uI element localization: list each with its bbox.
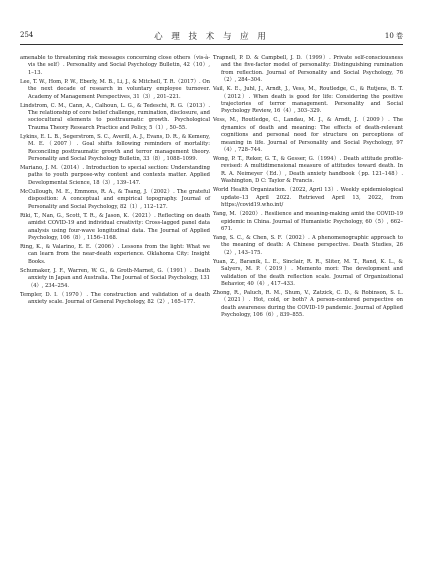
reference-entry: Wong, P. T., Reker, G. T., & Gesser, G.（1994）. Death attitude profile-revised: A multidimensional measure of attitudes toward death. In R. A. Neimeyer（Ed.）, Death anxiety handbook（pp. 121–148）. Washington, D C: Taylor & Francis.	[213, 156, 403, 185]
references-right-column	[213, 55, 403, 321]
reference-entry: Lykins, E. L. B., Segerstrom, S. C., Averill, A. J., Evans, D. R., & Kemeny, M. E.（2007）. Goal shifts following reminders of mortality: Reconciling posttraumatic growth and terror management theory. Personality and Social Psychology Bulletin, 33（8）, 1088–1099.	[20, 133, 210, 163]
reference-entry: Lee, T. W., Hom, P. W., Eberly, M. B., Li, J., & Mitchell, T. R.（2017）. On the next decade of research in voluntary employee turnover. Academy of Management Perspectives, 31（3）, 201–221.	[20, 78, 210, 100]
running-header	[20, 30, 403, 45]
reference-entry: McCullough, M. E., Emmons, R. A., & Tsang, J.（2002）. The grateful disposition: A conceptual and empirical topography. Journal of Personality and Social Psychology, 82（1）, 112–127.	[20, 188, 210, 210]
reference-entry: Schumaker, J. F., Warren, W. G., & Groth-Marnet, G.（1991）. Death anxiety in Japan and Australia. The Journal of Social Psychology, 131（4）, 234–254.	[20, 267, 210, 289]
reference-entry: Vess, M., Routledge, C., Landau, M. J., & Arndt, J.（2009）. The dynamics of death and meaning: The effects of death-relevant cognitions and personal need for structure on perceptions of meaning in life. Journal of Personality and Social Psychology, 97（4）, 728–744.	[213, 117, 403, 154]
reference-entry: Mariano, J. M.（2014）. Introduction to special section: Understanding paths to youth purpose-why content and contexts matter. Applied Developmental Science, 18（3）, 139–147.	[20, 165, 210, 186]
reference-entry: Yuan, Z., Baranik, L. E., Sinclair, R. R., Sliter, M. T., Rand, K. L., & Salyers, M. P.（2019）. Memento mori: The development and validation of the death reflection scale. Journal of Organizational Behavior, 40（4）, 417–433.	[213, 258, 403, 287]
reference-entry: World Health Organization.（2022, April 13）. Weekly epidemiological update–13 April 2022. Retrieved April 13, 2022, from https://covid19.who.int/	[213, 187, 403, 209]
reference-entry: amenable to threatening risk messages concerning close others（vis-à-vis the self）. Personality and Social Psychology Bulletin, 42（10）, 1–13.	[20, 55, 210, 76]
page-number: 254	[20, 31, 34, 39]
reference-entry: Yang, M.（2020）. Resilience and meaning-making amid the COVID-19 epidemic in China. Journal of Humanistic Psychology, 60（5）, 662–671.	[213, 211, 403, 232]
reference-entry: Ring, K., & Valarino, E. E.（2006）. Lessons from the light: What we can learn from the near-death experience. Oklahoma City: Insight Books.	[20, 243, 210, 265]
reference-entry: Trapnell, P. D. & Campbell, J. D.（1999）. Private self-consciousness and the five-factor model of personality: Distinguishing rumination from reflection. Journal of Personality and Social Psychology, 76（2）, 284–304.	[213, 55, 403, 84]
volume-label: 10 卷	[384, 32, 403, 40]
reference-entry: Vail, K. E., Juhl, J., Arndt, J., Vess, M., Routledge, C., & Rutjens, B. T.（2012）. When death is good for life: Considering the positive trajectories of terror management. Personality and Social Psychology Review, 16（4）, 303–329.	[213, 86, 403, 115]
reference-entry: Yang, S. C., & Chen, S. F.（2002）. A phenomenographic approach to the meaning of death: A Chinese perspective. Death Studies, 26（2）, 143–175.	[213, 234, 403, 256]
reference-entry: Lindstrom, C. M., Cann, A., Calhoun, L. G., & Tedeschi, R. G.（2013）. The relationship of core belief challenge, rumination, disclosure, and sociocultural elements to posttraumatic growth. Psychological Trauma Theory Research Practice and Policy, 5（1）, 50–55.	[20, 102, 210, 131]
references-left-column	[20, 55, 210, 308]
reference-entry: Zhong, R., Paluch, R. M., Shum, V., Zatzick, C. D., & Robinson, S. L.（2021）. Hot, cold, or both? A person-centered perspective on death awareness during the COVID-19 pandemic. Journal of Applied Psychology, 106（6）, 839–855.	[213, 289, 403, 319]
reference-entry: Templer, D. I.（1970）. The construction and validation of a death anxiety scale. Journal of General Psychology, 82（2）, 165–177.	[20, 291, 210, 305]
journal-title: 心 理 技 术 与 应 用	[154, 32, 269, 42]
reference-entry: Riki, T., Nan, G., Scott, T. R., & Jason, K.（2021）. Reflecting on death amidst COVID-19 and individual creativity: Cross-lagged panel data analysis using four-wave longitudinal data. The Journal of Applied Psychology, 106（8）, 1156–1168.	[20, 212, 210, 241]
